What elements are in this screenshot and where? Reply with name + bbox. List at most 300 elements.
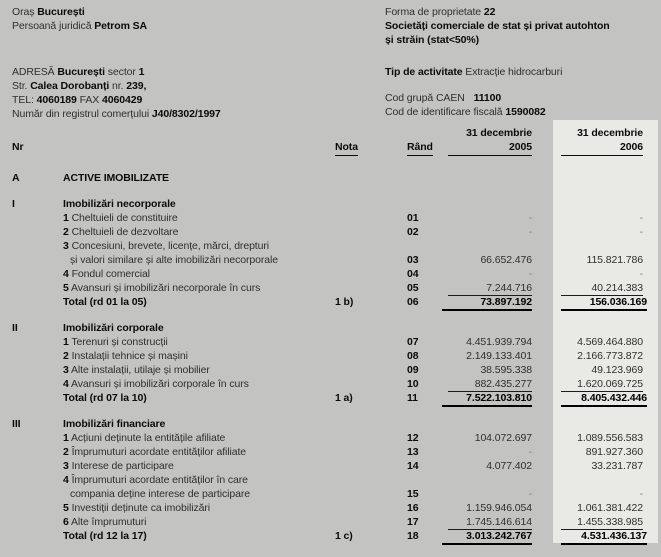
col-rand: [407, 501, 439, 515]
table-row: [0, 349, 661, 363]
col-desc: 2 Instalații tehnice și mașini: [63, 350, 188, 362]
col-gap: [532, 459, 561, 473]
col-nr: [0, 417, 63, 431]
col-desc: 1 Cheltuieli de constituire: [63, 212, 178, 224]
table-row: [0, 253, 661, 267]
entity-label: Persoană juridică: [12, 20, 92, 32]
column-header-year-2006: 2006: [561, 140, 643, 156]
col-rand: [407, 473, 439, 487]
col-v1: [439, 417, 532, 431]
col-desc: 2 Împrumuturi acordate entităților afiliate: [63, 446, 247, 458]
col-gap: [532, 171, 561, 185]
col-nr: [0, 363, 63, 377]
col-desc: 6 Alte împrumuturi: [63, 516, 147, 528]
col-v1: [439, 363, 532, 377]
col-rand: [407, 349, 439, 363]
street-line: [12, 79, 221, 93]
total-label: Total (rd 12 la 17): [63, 530, 147, 542]
col-rand: [407, 487, 439, 501]
street-no-label: nr.: [112, 80, 124, 92]
value-2005: 4.077.402: [486, 460, 532, 472]
tel-label: TEL:: [12, 94, 34, 106]
ownership-desc-line1: Societăți comerciale de stat și privat autohton: [385, 20, 610, 32]
col-nota: [335, 171, 407, 185]
value-2006: 49.123.969: [591, 364, 643, 376]
col-nr: [0, 501, 63, 515]
col-nota: [335, 515, 407, 529]
table-row: [0, 267, 661, 281]
col-gap: [532, 431, 561, 445]
sector-value: 1: [138, 66, 145, 78]
tel-value: 4060189: [36, 94, 77, 106]
table-row: [0, 281, 661, 295]
column-header-rand: Rând: [407, 140, 433, 156]
col-v1: [439, 239, 532, 253]
col-nota: [335, 197, 407, 211]
col-nota: [335, 473, 407, 487]
total-label: Total (rd 07 la 10): [63, 392, 147, 404]
col-rand: [407, 445, 439, 459]
col-v1: [439, 391, 532, 405]
col-v1: [439, 171, 532, 185]
col-v2: [561, 211, 643, 225]
col-nota: [335, 431, 407, 445]
value-2005: 104.072.697: [474, 432, 532, 444]
column-header-year-2005: 2005: [448, 140, 532, 156]
value-2006: 891.927.360: [585, 446, 643, 458]
value-2006: -: [639, 488, 643, 500]
col-nota: [335, 349, 407, 363]
value-2006: 40.214.383: [561, 281, 643, 296]
item-description-continuation: și valori similare și alte imobilizări necorporale: [70, 254, 278, 266]
value-2006: -: [639, 226, 643, 238]
total-row: [0, 295, 661, 309]
col-desc: 4 Împrumuturi acordate entităților în care: [63, 474, 248, 486]
col-v2: [561, 171, 643, 185]
value-2006: 1.089.556.583: [577, 432, 643, 444]
col-v1: [439, 473, 532, 487]
nota-ref: 1 a): [335, 392, 353, 404]
col-nr: [0, 431, 63, 445]
col-v2: [561, 459, 643, 473]
item-number: 1: [63, 336, 69, 348]
item-number: 5: [63, 282, 69, 294]
col-rand: [407, 253, 439, 267]
col-desc: 3 Concesiuni, brevete, licențe, mărci, drepturi: [63, 240, 269, 252]
col-v1: [439, 431, 532, 445]
nota-ref: 1 c): [335, 530, 353, 542]
street-name: Calea Dorobanți: [30, 80, 110, 92]
col-nr: [0, 239, 63, 253]
col-rand: [407, 391, 439, 405]
col-v2: [561, 295, 647, 309]
col-rand: [407, 267, 439, 281]
col-rand: [407, 239, 439, 253]
table-row: [0, 377, 661, 391]
col-rand: [407, 363, 439, 377]
col-nr: [0, 171, 63, 185]
sector-label: sector: [107, 66, 136, 78]
section-header-row: [0, 417, 661, 431]
col-nota: [335, 267, 407, 281]
rand-number: 10: [407, 378, 419, 390]
table-row: [0, 363, 661, 377]
value-2005: 4.451.939.794: [466, 336, 532, 348]
col-gap: [532, 295, 561, 309]
row-spacer: [0, 185, 661, 197]
header-right: [385, 5, 610, 119]
col-gap: [532, 473, 561, 487]
col-nota: [335, 239, 407, 253]
item-number: 3: [63, 460, 69, 472]
col-v2: [561, 445, 643, 459]
col-v2: [561, 363, 643, 377]
col-v1: [439, 211, 532, 225]
value-2005: 3.013.242.767: [442, 529, 532, 545]
caen-line: [385, 91, 610, 105]
col-rand: [407, 529, 439, 543]
item-number: 6: [63, 516, 69, 528]
col-desc: 1 Terenuri și construcții: [63, 336, 168, 348]
city-line: [12, 5, 221, 19]
col-nr: [0, 295, 63, 309]
value-2005: -: [528, 488, 532, 500]
row-spacer: [0, 157, 661, 171]
col-v2: [561, 349, 643, 363]
col-v1: [439, 225, 532, 239]
rand-number: 02: [407, 226, 419, 238]
ownership-label: Forma de proprietate: [385, 6, 482, 18]
col-nota: [335, 529, 407, 543]
col-v1: [439, 349, 532, 363]
item-description-continuation: compania deține interese de participare: [70, 488, 250, 500]
tel-line: [12, 93, 221, 107]
col-gap: [532, 417, 561, 431]
col-v1: [439, 515, 532, 529]
col-nota: [335, 281, 407, 295]
item-number: 4: [63, 474, 69, 486]
rand-number: 17: [407, 516, 419, 528]
value-2005: 38.595.338: [480, 364, 532, 376]
col-v2: [561, 487, 643, 501]
col-v2: [561, 225, 643, 239]
col-nota: [335, 363, 407, 377]
col-rand: [407, 295, 439, 309]
col-desc: [63, 295, 335, 309]
rand-number: 05: [407, 282, 419, 294]
col-desc: 3 Interese de participare: [63, 460, 174, 472]
col-rand: [407, 431, 439, 445]
rand-number: 12: [407, 432, 419, 444]
table-row: [0, 487, 661, 501]
col-gap: [532, 253, 561, 267]
value-2005: 7.244.716: [448, 281, 532, 296]
value-2006: 1.061.381.422: [577, 502, 643, 514]
col-desc: 4 Avansuri și imobilizări corporale în curs: [63, 378, 249, 390]
col-gap: [532, 445, 561, 459]
rand-number: 08: [407, 350, 419, 362]
city-value: București: [37, 6, 85, 18]
ownership-desc-line2: și străin (stat<50%): [385, 34, 479, 46]
table-row: [0, 239, 661, 253]
col-nr: [0, 335, 63, 349]
col-desc: [63, 197, 335, 211]
rand-number: 04: [407, 268, 419, 280]
value-2005: 73.897.192: [442, 295, 532, 311]
table-header-row: [0, 140, 661, 157]
col-v2: [561, 281, 643, 295]
col-gap: [532, 529, 561, 543]
item-number: 3: [63, 364, 69, 376]
value-2005: 1.159.946.054: [466, 502, 532, 514]
value-2006: 33.231.787: [591, 460, 643, 472]
category-title: ACTIVE IMOBILIZATE: [63, 172, 169, 184]
section-title: Imobilizări corporale: [63, 322, 164, 334]
section-header-row: [0, 321, 661, 335]
col-gap: [532, 487, 561, 501]
section-title: Imobilizări financiare: [63, 418, 166, 430]
value-2005: 7.522.103.810: [442, 391, 532, 407]
caen-code: 11100: [473, 92, 502, 104]
value-2005: -: [528, 446, 532, 458]
col-rand: [407, 515, 439, 529]
col-v2: [561, 515, 643, 529]
category-row: [0, 171, 661, 185]
value-2005: -: [528, 226, 532, 238]
col-v1: [439, 295, 532, 309]
item-number: 2: [63, 446, 69, 458]
col-nota: [335, 459, 407, 473]
col-nr: [0, 281, 63, 295]
table-row: [0, 211, 661, 225]
col-desc: [63, 417, 335, 431]
col-nr: [0, 391, 63, 405]
street-label: Str.: [12, 80, 28, 92]
col-nr: [0, 445, 63, 459]
table-row: [0, 473, 661, 487]
item-number: 2: [63, 350, 69, 362]
col-v1: [439, 529, 532, 543]
activity-value: Extracție hidrocarburi: [465, 66, 563, 78]
col-rand: [407, 321, 439, 335]
nota-ref: 1 b): [335, 296, 354, 308]
table-row: [0, 445, 661, 459]
col-nota: [335, 211, 407, 225]
col-v2: [561, 377, 643, 391]
section-header-row: [0, 197, 661, 211]
col-v1: [439, 267, 532, 281]
section-title: Imobilizări necorporale: [63, 198, 176, 210]
col-gap: [532, 197, 561, 211]
col-nota: [335, 225, 407, 239]
col-rand: [407, 197, 439, 211]
item-number: 2: [63, 226, 69, 238]
col-rand: [407, 225, 439, 239]
col-nr: [0, 459, 63, 473]
table-row: [0, 501, 661, 515]
col-desc: [63, 487, 335, 501]
col-v2: [561, 501, 643, 515]
col-nr: [0, 473, 63, 487]
value-2006: 1.620.069.725: [561, 377, 643, 392]
fiscal-line: [385, 105, 610, 119]
registry-no: J40/8302/1997: [151, 108, 221, 120]
value-2005: 2.149.133.401: [466, 350, 532, 362]
col-v2: [561, 391, 647, 405]
ownership-line: [385, 5, 610, 19]
col-gap: [532, 377, 561, 391]
col-nr: [0, 377, 63, 391]
col-gap: [532, 363, 561, 377]
col-nota: [335, 377, 407, 391]
col-v2: [561, 529, 647, 543]
caen-label: Cod grupă CAEN: [385, 92, 465, 104]
table-row: [0, 225, 661, 239]
col-desc: [63, 529, 335, 543]
col-gap: [532, 391, 561, 405]
fiscal-label: Cod de identificare fiscală: [385, 106, 503, 118]
fax-value: 4060429: [102, 94, 143, 106]
item-number: 4: [63, 268, 69, 280]
section-number: I: [12, 198, 15, 210]
value-2006: -: [639, 212, 643, 224]
value-2006: 1.455.338.985: [561, 515, 643, 530]
col-v2: [561, 321, 643, 335]
value-2006: 8.405.432.446: [561, 391, 647, 407]
rand-number: 09: [407, 364, 419, 376]
col-desc: 1 Acțiuni deținute la entitățile afiliate: [63, 432, 226, 444]
rand-number: 13: [407, 446, 419, 458]
col-gap: [532, 335, 561, 349]
col-rand: [407, 281, 439, 295]
col-nota: [335, 391, 407, 405]
header-left: [12, 5, 221, 121]
value-2005: 882.435.277: [448, 377, 532, 392]
table-row: [0, 431, 661, 445]
col-nota: [335, 501, 407, 515]
col-rand: [407, 377, 439, 391]
col-nr: [0, 321, 63, 335]
address-line: [12, 65, 221, 79]
total-row: [0, 391, 661, 405]
col-desc: [63, 321, 335, 335]
balance-table: [0, 126, 661, 543]
value-2005: -: [528, 212, 532, 224]
item-number: 1: [63, 212, 69, 224]
street-no: 239,: [126, 80, 147, 92]
col-nr: [0, 529, 63, 543]
value-2006: 115.821.786: [586, 254, 643, 266]
col-gap: [532, 515, 561, 529]
table-row: [0, 335, 661, 349]
rand-number: 15: [407, 488, 419, 500]
entity-line: [12, 19, 221, 33]
rand-number: 03: [407, 254, 419, 266]
registry-line: [12, 107, 221, 121]
value-2005: 66.652.476: [480, 254, 532, 266]
activity-label: Tip de activitate: [385, 66, 463, 78]
rand-number: 18: [407, 530, 419, 542]
section-number: II: [12, 322, 18, 334]
col-rand: [407, 417, 439, 431]
col-rand: [407, 211, 439, 225]
city-label: Oraș: [12, 6, 35, 18]
value-2006: 2.166.773.872: [577, 350, 643, 362]
col-desc: [63, 171, 335, 185]
col-v2: [561, 431, 643, 445]
rand-number: 07: [407, 336, 419, 348]
col-gap: [532, 281, 561, 295]
col-v1: [439, 487, 532, 501]
column-header-nr: Nr: [12, 141, 24, 153]
col-v2: [561, 267, 643, 281]
col-desc: 5 Avansuri și imobilizări necorporale în curs: [63, 282, 261, 294]
col-nr: [0, 225, 63, 239]
col-v2: [561, 197, 643, 211]
col-desc: 3 Alte instalații, utilaje și mobilier: [63, 364, 210, 376]
col-nota: [335, 335, 407, 349]
col-rand: [407, 335, 439, 349]
table-header-month-row: [0, 126, 661, 140]
activity-line: [385, 65, 610, 79]
rand-number: 06: [407, 296, 419, 308]
col-v2: [561, 253, 643, 267]
table-row: [0, 515, 661, 529]
col-nr: [0, 253, 63, 267]
col-gap: [532, 321, 561, 335]
table-row: [0, 459, 661, 473]
col-gap: [532, 501, 561, 515]
col-desc: 4 Fondul comercial: [63, 268, 150, 280]
category-nr: A: [12, 172, 20, 184]
value-2005: 1.745.146.614: [448, 515, 532, 530]
col-gap: [532, 239, 561, 253]
column-header-month-2006: 31 decembrie: [577, 127, 643, 139]
col-nota: [335, 487, 407, 501]
value-2006: 4.569.464.880: [577, 336, 643, 348]
column-header-nota: Nota: [335, 140, 358, 156]
col-v1: [439, 321, 532, 335]
fax-label: FAX: [79, 94, 100, 106]
col-nr: [0, 267, 63, 281]
table-body: [0, 157, 661, 543]
col-nr: [0, 487, 63, 501]
total-row: [0, 529, 661, 543]
col-nr: [0, 197, 63, 211]
item-number: 4: [63, 378, 69, 390]
col-nota: [335, 295, 407, 309]
item-number: 3: [63, 240, 69, 252]
col-nota: [335, 253, 407, 267]
col-nr: [0, 349, 63, 363]
col-v1: [439, 445, 532, 459]
col-v2: [561, 473, 643, 487]
col-desc: 5 Investiții deținute ca imobilizări: [63, 502, 210, 514]
col-desc: 2 Cheltuieli de dezvoltare: [63, 226, 179, 238]
col-gap: [532, 225, 561, 239]
address-city: București: [57, 66, 105, 78]
item-number: 1: [63, 432, 69, 444]
col-gap: [532, 211, 561, 225]
rand-number: 16: [407, 502, 419, 514]
entity-value: Petrom SA: [94, 20, 148, 32]
total-label: Total (rd 01 la 05): [63, 296, 147, 308]
col-v1: [439, 459, 532, 473]
fiscal-code: 1590082: [505, 106, 546, 118]
col-v2: [561, 335, 643, 349]
rand-number: 14: [407, 460, 419, 472]
col-nr: [0, 211, 63, 225]
